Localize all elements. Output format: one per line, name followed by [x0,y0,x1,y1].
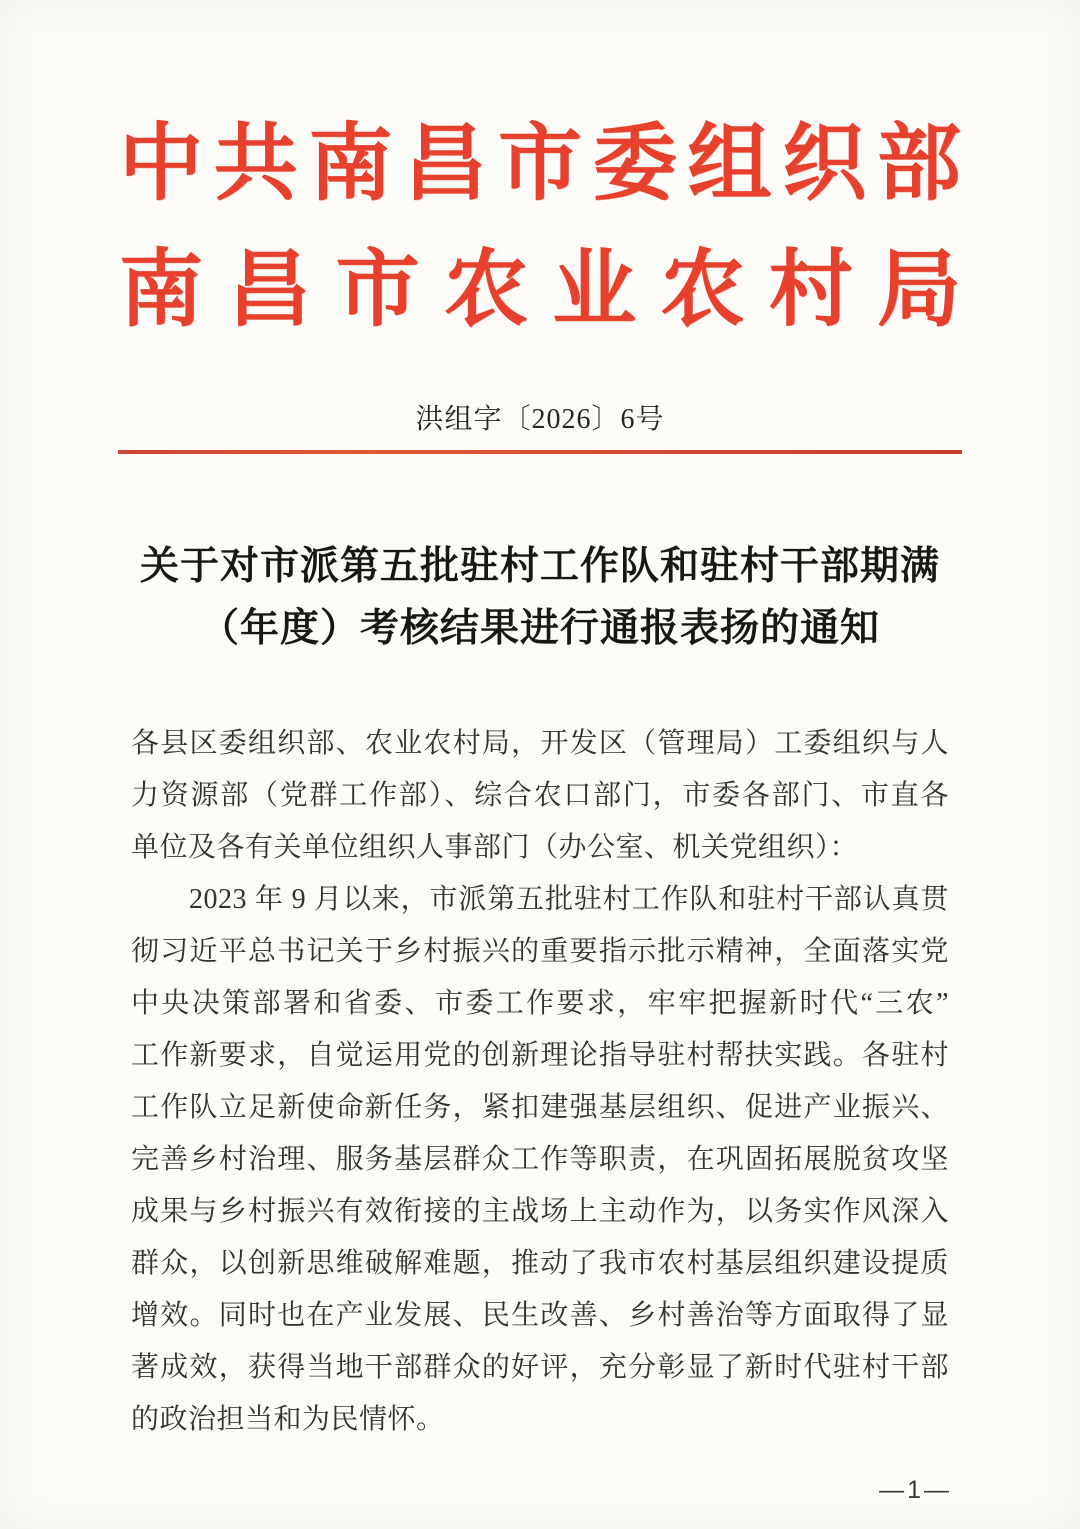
body-text-line: 成果与乡村振兴有效衔接的主战场上主动作为，以务实作风深入 [131,1196,949,1227]
body-text-line: 工作队立足新使命新任务，紧扣建强基层组织、促进产业振兴、 [131,1092,949,1123]
body-text-line: 工作新要求，自觉运用党的创新理论指导驻村帮扶实践。各驻村 [131,1040,949,1071]
recipients-line: 力资源部（党群工作部）、综合农口部门，市委各部门、市直各 [131,780,949,811]
issuing-org-line-1: 中共南昌市委组织部 [119,118,961,211]
body-text-line: 中央决策部署和省委、市委工作要求，牢牢把握新时代“三农” [131,988,949,1019]
body-text-line: 2023 年 9 月以来，市派第五批驻村工作队和驻村干部认真贯 [189,884,949,915]
body-text-line: 的政治担当和为民情怀。 [131,1404,445,1435]
letterhead [0,0,1080,354]
recipients-line: 单位及各有关单位组织人事部门（办公室、机关党组织）： [131,832,859,863]
document-title [0,536,1080,660]
document-number: 洪组字〔2026〕6号 [415,404,665,435]
body-text-line: 著成效，获得当地干部群众的好评，充分彰显了新时代驻村干部 [131,1352,949,1383]
document-title-line-1: 关于对市派第五批驻村工作队和驻村干部期满 [139,545,940,588]
body-text-line: 彻习近平总书记关于乡村振兴的重要指示批示精神，全面落实党 [131,936,949,967]
recipients-line: 各县区委组织部、农业农村局，开发区（管理局）工委组织与人 [131,728,949,759]
document-title-line-2: （年度）考核结果进行通报表扬的通知 [199,607,880,650]
issuing-org-line-2: 南昌市农业农村局 [119,244,961,337]
page-number: —1— [879,1476,952,1504]
body-text-line: 群众，以创新思维破解难题，推动了我市农村基层组织建设提质 [131,1248,949,1279]
body-text-line: 完善乡村治理、服务基层群众工作等职责，在巩固拓展脱贫攻坚 [131,1144,949,1175]
body-text-line: 增效。同时也在产业发展、民生改善、乡村善治等方面取得了显 [131,1300,949,1331]
red-divider-line [118,450,962,454]
document-body [131,718,949,1446]
